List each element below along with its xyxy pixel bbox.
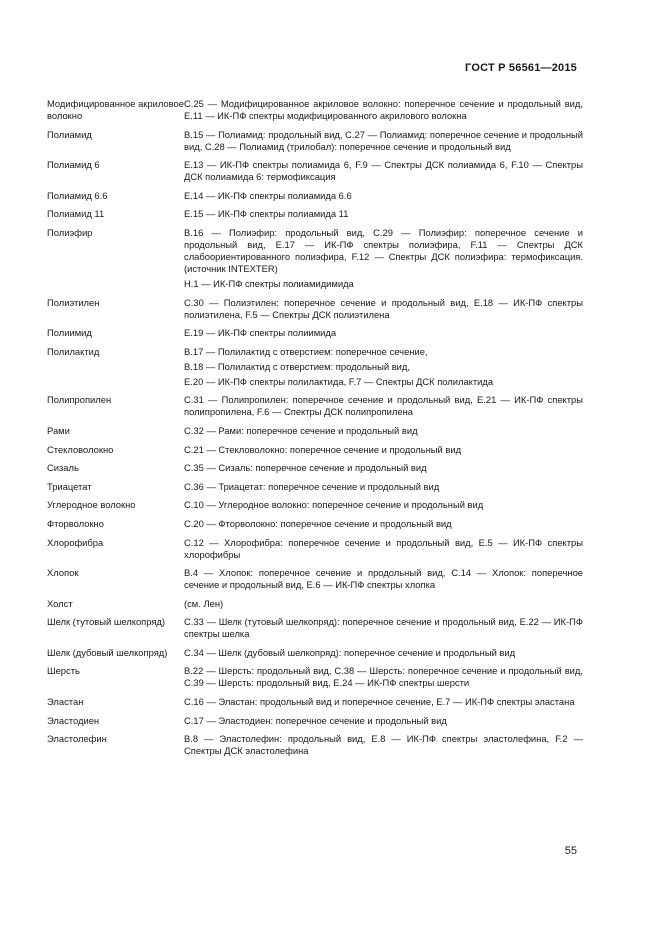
fiber-references <box>184 208 583 227</box>
fiber-term: Фторволокно <box>47 517 104 529</box>
index-row <box>47 327 583 346</box>
reference-text: С.25 — Модифицированное акриловое волокно: поперечное сечение и продольный вид, E.11 — ИК-ПФ спектры модифицированного акрилового волокна <box>184 98 583 121</box>
reference-text: С.35 — Сизаль: поперечное сечение и продольный вид <box>184 462 427 474</box>
index-row <box>47 537 583 568</box>
index-row <box>47 394 583 425</box>
index-row <box>47 499 583 518</box>
fiber-references <box>184 297 583 328</box>
fiber-references <box>184 499 583 518</box>
fiber-term: Шелк (тутовый шелкопряд) <box>47 616 166 628</box>
fiber-references <box>184 715 583 734</box>
index-row <box>47 227 583 297</box>
reference-text: В.18 — Полилактид с отверстием: продольный вид, <box>184 360 410 372</box>
fiber-references <box>184 227 583 297</box>
reference-text: Е.19 — ИК-ПФ спектры полиимида <box>184 327 337 339</box>
reference-text: С.36 — Триацетат: поперечное сечение и продольный вид <box>184 480 440 492</box>
fiber-references <box>184 98 583 129</box>
reference-text: С.21 — Стекловолокно: поперечное сечение и продольный вид <box>184 443 462 455</box>
index-row <box>47 481 583 500</box>
fiber-term: Углеродное волокно <box>47 499 136 511</box>
index-row <box>47 98 583 129</box>
fiber-term: Полиамид 11 <box>47 208 105 220</box>
index-row <box>47 444 583 463</box>
reference-text: В.17 — Полилактид с отверстием: поперечное сечение, <box>184 345 428 357</box>
reference-text: С.20 — Фторволокно: поперечное сечение и продольный вид <box>184 517 452 529</box>
reference-text: С.16 — Эластан: продольный вид и поперечное сечение, Е.7 — ИК-ПФ спектры эластана <box>184 696 575 708</box>
fiber-references <box>184 665 583 696</box>
reference-text: С.31 — Полипропилен: поперечное сечение и продольный вид, Е.21 — ИК-ПФ спектры полипропилена, F.6 — Спектры ДСК полипропилена <box>184 394 583 418</box>
fiber-references <box>184 518 583 537</box>
fiber-references <box>184 462 583 481</box>
reference-text: С.10 — Углеродное волокно: поперечное сечение и продольный вид <box>184 499 484 511</box>
fiber-references <box>184 647 583 666</box>
reference-text: В.8 — Эластолефин: продольный вид, Е.8 — ИК-ПФ спектры эластолефина, F.2 — Спектры ДСК эластолефина <box>184 733 583 757</box>
index-row <box>47 567 583 598</box>
page-number: 55 <box>564 845 577 857</box>
reference-text: Е.20 — ИК-ПФ спектры полилактида, F.7 — Спектры ДСК полилактида <box>184 375 494 387</box>
reference-text: С.32 — Рами: поперечное сечение и продольный вид <box>184 424 418 436</box>
fiber-term: Сизаль <box>47 462 79 474</box>
reference-text: Н.1 — ИК-ПФ спектры полиамидимида <box>184 277 354 289</box>
standard-header: ГОСТ Р 56561—2015 <box>465 62 577 74</box>
fiber-references <box>184 733 583 764</box>
fiber-term: Рами <box>47 424 70 436</box>
index-row <box>47 208 583 227</box>
fiber-term: Шелк (дубовый шелкопряд) <box>47 646 168 658</box>
fiber-term: Полиамид 6 <box>47 159 100 171</box>
fiber-references <box>184 444 583 463</box>
fiber-references <box>184 327 583 346</box>
fiber-term: Модифицированное акриловое волокно <box>47 98 184 121</box>
reference-text: (см. Лен) <box>184 597 224 609</box>
index-row <box>47 733 583 764</box>
fiber-term: Эластодиен <box>47 714 100 726</box>
reference-text: С.17 — Эластодиен: поперечное сечение и продольный вид <box>184 714 447 726</box>
index-row <box>47 665 583 696</box>
reference-text: С.30 — Полиэтилен: поперечное сечение и продольный вид, Е.18 — ИК-ПФ спектры полиэтилена, F.5 — Спектры ДСК полиэтилена <box>184 296 583 320</box>
index-row <box>47 647 583 666</box>
fiber-references <box>184 696 583 715</box>
fiber-term: Эластолефин <box>47 733 107 745</box>
reference-text: В.16 — Полиэфир: продольный вид, С.29 — Полиэфир: поперечное сечение и продольный вид, Е.17 — ИК-ПФ спектры полиэфира, F.11 — Спектры ДСК слабоориентированного полиэфира, F.12 — Спектры ДСК полиэфира: термофиксация. (источник INTEXTER) <box>184 226 583 274</box>
index-row <box>47 129 583 160</box>
reference-text: В.15 — Полиамид: продольный вид, С.27 — Полиамид: поперечное сечение и продольный вид, С.28 — Полиамид (трилобал): поперечное сечение и продольный вид <box>184 128 583 152</box>
fiber-term: Шерсть <box>47 665 80 677</box>
index-row <box>47 425 583 444</box>
fiber-references <box>184 159 583 190</box>
fiber-references <box>184 190 583 209</box>
index-row <box>47 518 583 537</box>
fiber-references <box>184 346 583 395</box>
fiber-references <box>184 567 583 598</box>
fiber-term: Полиэфир <box>47 226 93 238</box>
index-row <box>47 462 583 481</box>
reference-text: Е.13 — ИК-ПФ спектры полиамида 6, F.9 — Спектры ДСК полиамида 6, F.10 — Спектры ДСК полиамида 6: термофиксация <box>184 159 583 183</box>
reference-text: С.34 — Шелк (дубовый шелкопряд): поперечное сечение и продольный вид <box>184 646 516 658</box>
index-row <box>47 190 583 209</box>
fiber-references <box>184 598 583 617</box>
reference-text: В.4 — Хлопок: поперечное сечение и продольный вид, С.14 — Хлопок: поперечное сечение и продольный вид, Е.6 — ИК-ПФ спектры хлопка <box>184 567 583 591</box>
fiber-term: Холст <box>47 597 73 609</box>
fiber-term: Хлопок <box>47 567 79 579</box>
fiber-term: Полилактид <box>47 345 100 357</box>
index-row <box>47 297 583 328</box>
index-row <box>47 159 583 190</box>
fiber-term: Полиамид 6.6 <box>47 189 108 201</box>
index-row <box>47 346 583 395</box>
fiber-references <box>184 394 583 425</box>
index-row <box>47 715 583 734</box>
fiber-term: Стекловолокно <box>47 443 114 455</box>
reference-text: Е.15 — ИК-ПФ спектры полиамида 11 <box>184 208 349 220</box>
index-row <box>47 598 583 617</box>
fiber-references <box>184 129 583 160</box>
fiber-term: Полиимид <box>47 327 92 339</box>
fiber-references <box>184 425 583 444</box>
fiber-term: Эластан <box>47 696 84 708</box>
fiber-term: Хлорофибра <box>47 536 104 548</box>
reference-text: С.12 — Хлорофибра: поперечное сечение и продольный вид, Е.5 — ИК-ПФ спектры хлорофибры <box>184 536 583 560</box>
fiber-references <box>184 481 583 500</box>
fiber-index-table <box>47 98 583 764</box>
index-row <box>47 696 583 715</box>
reference-text: С.33 — Шелк (тутовый шелкопряд): поперечное сечение и продольный вид, Е.22 — ИК-ПФ спектры шелка <box>184 616 583 640</box>
reference-text: Е.14 — ИК-ПФ спектры полиамида 6.6 <box>184 189 352 201</box>
index-row <box>47 616 583 647</box>
fiber-references <box>184 616 583 647</box>
fiber-term: Полиамид <box>47 128 92 140</box>
fiber-references <box>184 537 583 568</box>
fiber-term: Полиэтилен <box>47 296 100 308</box>
fiber-term: Триацетат <box>47 480 92 492</box>
reference-text: В.22 — Шерсть: продольный вид, С.38 — Шерсть: поперечное сечение и продольный вид, С.39 — Шерсть: продольный вид, Е.24 — ИК-ПФ спектры шерсти <box>184 665 583 689</box>
fiber-term: Полипропилен <box>47 394 112 406</box>
